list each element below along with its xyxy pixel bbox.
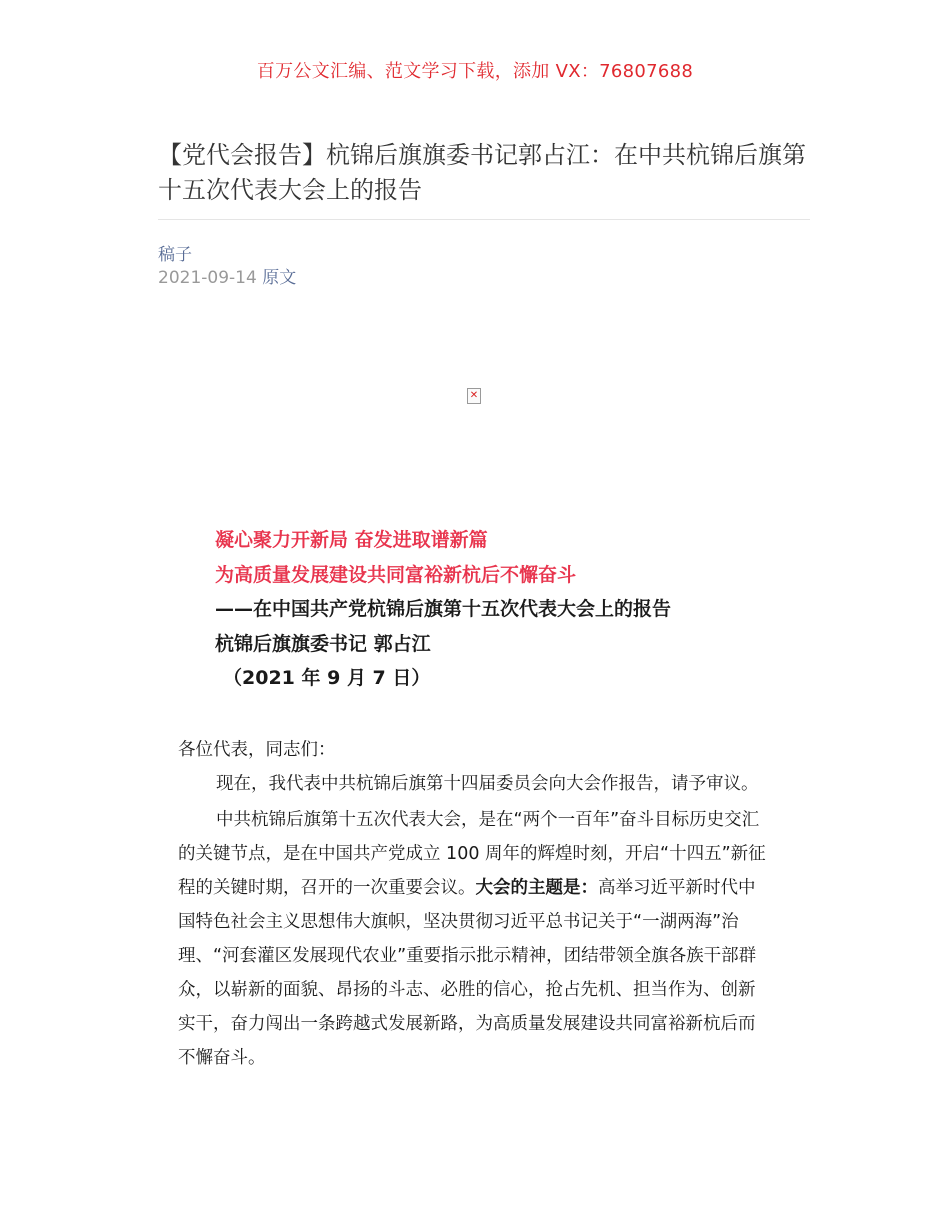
- salutation: 各位代表，同志们：: [178, 740, 336, 760]
- broken-image-icon: ✕: [467, 388, 481, 404]
- report-headings: [215, 523, 815, 696]
- author-link[interactable]: 稿子: [158, 245, 192, 265]
- article-meta: [158, 263, 296, 288]
- publish-date: 2021-09-14: [158, 268, 257, 288]
- promo-banner: 百万公文汇编、范文学习下载，添加 VX：76807688: [256, 61, 694, 82]
- report-speaker: 杭锦后旗旗委书记 郭占江: [215, 632, 431, 655]
- theme-label: 大会的主题是：: [475, 878, 598, 898]
- paragraph-2-end: 高举习近平新时代中国特色社会主义思想伟大旗帜，坚决贯彻习近平总书记关于“一湖两海”治理、“河套灌区发展现代农业”重要指示批示精神，团结带领全旗各族干部群众，以崭新的面貌、昂扬的斗志、必胜的信心，抢占先机、担当作为、创新实干，奋力闯出一条跨越式发展新路，为高质量发展建设共同富裕新杭后而不懈奋斗。: [178, 878, 757, 1068]
- paragraph-2-start: 中共杭锦后旗第十五次代表大会，是在“两个一百年”奋斗目标历史交汇的关键节点，是在中国共产党成立 100 周年的辉煌时刻，开启“十四五”新征程的关键时期，召开的一次重要会议。: [178, 810, 766, 898]
- paragraph-1: 现在，我代表中共杭锦后旗第十四届委员会向大会作报告，请予审议。: [216, 774, 759, 794]
- original-link[interactable]: 原文: [262, 268, 297, 288]
- title-divider: [158, 219, 810, 220]
- article-title: 【党代会报告】杭锦后旗旗委书记郭占江：在中共杭锦后旗第十五次代表大会上的报告: [158, 141, 806, 204]
- report-date: （2021 年 9 月 7 日）: [223, 667, 431, 689]
- headline-main: 凝心聚力开新局 奋发进取谱新篇: [215, 529, 488, 551]
- headline-sub: 为高质量发展建设共同富裕新杭后不懈奋斗: [215, 563, 577, 586]
- paragraph-2: [178, 803, 768, 1075]
- report-subtitle: ——在中国共产党杭锦后旗第十五次代表大会上的报告: [215, 598, 672, 620]
- article-body: [178, 733, 768, 1075]
